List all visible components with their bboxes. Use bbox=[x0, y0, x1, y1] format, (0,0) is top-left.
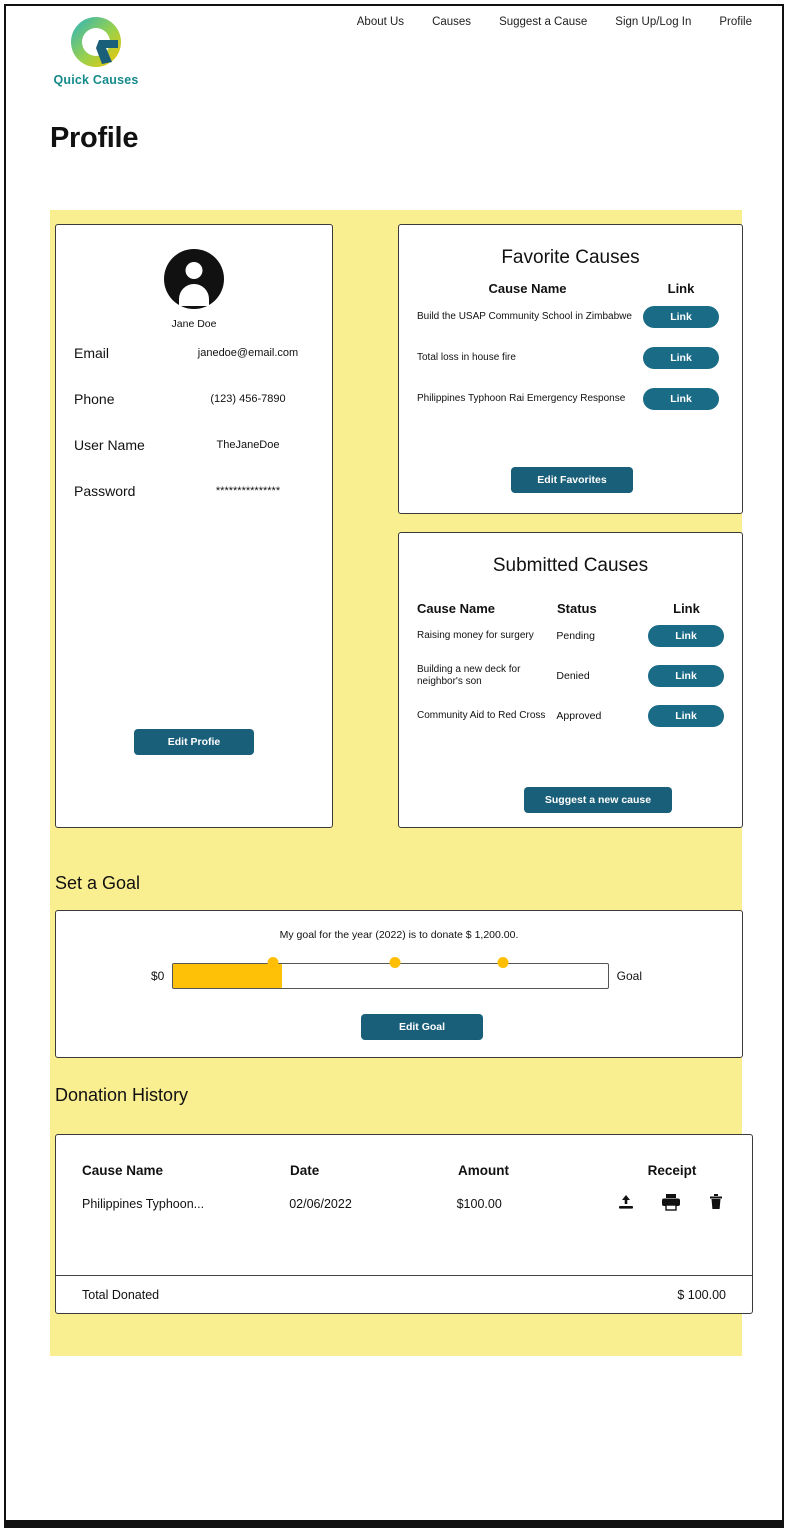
suggest-new-cause-button[interactable]: Suggest a new cause bbox=[524, 787, 672, 813]
slider-max-label: Goal bbox=[616, 969, 642, 983]
field-label: Phone bbox=[74, 391, 115, 407]
nav-item-about-us[interactable]: About Us bbox=[356, 16, 405, 28]
submitted-cause-name: Building a new deck for neighbor's son bbox=[417, 664, 521, 687]
favorite-causes-title: Favorite Causes bbox=[501, 247, 640, 268]
profile-field-email bbox=[56, 330, 332, 376]
donation-amount: $100.00 bbox=[456, 1196, 502, 1211]
download-icon[interactable] bbox=[616, 1192, 636, 1215]
brand-name: Quick Causes bbox=[53, 73, 139, 87]
favorite-row bbox=[417, 337, 724, 378]
favorite-row bbox=[417, 296, 724, 337]
submitted-status: Denied bbox=[556, 670, 590, 682]
column-header-link: Link bbox=[673, 601, 700, 616]
submitted-causes-title: Submitted Causes bbox=[492, 555, 649, 576]
goal-text: My goal for the year (2022) is to donate $ 1,200.00. bbox=[279, 929, 519, 941]
goal-card bbox=[55, 910, 743, 1058]
submitted-causes-header bbox=[417, 601, 724, 616]
column-header-receipt: Receipt bbox=[647, 1163, 697, 1178]
field-label: Password bbox=[74, 483, 136, 499]
submitted-status: Approved bbox=[556, 710, 602, 722]
submitted-status: Pending bbox=[556, 630, 595, 642]
field-label: User Name bbox=[74, 437, 145, 453]
profile-card bbox=[55, 224, 333, 828]
favorite-link-button[interactable]: Link bbox=[643, 388, 719, 410]
field-value: janedoe@email.com bbox=[197, 347, 299, 359]
submitted-link-button[interactable]: Link bbox=[648, 625, 724, 647]
submitted-cause-name: Community Aid to Red Cross bbox=[417, 710, 546, 721]
edit-goal-button[interactable]: Edit Goal bbox=[361, 1014, 483, 1040]
favorite-cause-name: Total loss in house fire bbox=[417, 352, 516, 363]
field-label: Email bbox=[74, 345, 110, 361]
column-header-status: Status bbox=[557, 601, 597, 616]
goal-slider-knob[interactable] bbox=[498, 957, 509, 968]
field-value: TheJaneDoe bbox=[216, 439, 280, 451]
main-nav bbox=[357, 16, 752, 28]
field-value: (123) 456-7890 bbox=[210, 393, 286, 405]
page-frame bbox=[4, 4, 784, 1528]
total-donated-value: $ 100.00 bbox=[677, 1287, 726, 1302]
page-title: Profile bbox=[50, 122, 139, 154]
submitted-cause-name: Raising money for surgery bbox=[417, 630, 534, 641]
submitted-causes-card bbox=[398, 532, 743, 828]
column-header-amount: Amount bbox=[458, 1163, 509, 1178]
submitted-row bbox=[417, 656, 724, 696]
donation-total-row bbox=[56, 1275, 752, 1313]
edit-profile-button[interactable]: Edit Profie bbox=[134, 729, 254, 755]
goal-slider[interactable] bbox=[172, 963, 608, 989]
goal-slider-row bbox=[56, 963, 742, 989]
submitted-row bbox=[417, 616, 724, 656]
nav-item-suggest-a-cause[interactable]: Suggest a Cause bbox=[499, 16, 588, 28]
bottom-bar bbox=[6, 1520, 782, 1526]
content-area bbox=[50, 210, 742, 1356]
donation-history-heading: Donation History bbox=[55, 1085, 189, 1105]
logo[interactable] bbox=[46, 14, 146, 87]
nav-item-sign-up-log-in[interactable]: Sign Up/Log In bbox=[615, 16, 692, 28]
favorite-link-button[interactable]: Link bbox=[643, 306, 719, 328]
favorite-causes-header bbox=[417, 281, 724, 296]
favorite-cause-name: Philippines Typhoon Rai Emergency Response bbox=[417, 393, 626, 404]
nav-item-causes[interactable]: Causes bbox=[432, 16, 472, 28]
edit-favorites-button[interactable]: Edit Favorites bbox=[511, 467, 633, 493]
field-value: *************** bbox=[215, 485, 281, 497]
nav-item-profile[interactable]: Profile bbox=[719, 16, 752, 28]
column-header-cause-name: Cause Name bbox=[417, 601, 496, 616]
profile-field-password bbox=[56, 468, 332, 514]
profile-field-username bbox=[56, 422, 332, 468]
profile-field-phone bbox=[56, 376, 332, 422]
print-icon[interactable] bbox=[660, 1192, 682, 1215]
donation-history-card bbox=[55, 1134, 753, 1314]
favorite-cause-name: Build the USAP Community School in Zimbabwe bbox=[417, 311, 632, 322]
goal-slider-knob[interactable] bbox=[389, 957, 400, 968]
slider-min-label: $0 bbox=[151, 969, 165, 983]
profile-name: Jane Doe bbox=[171, 318, 217, 330]
favorite-causes-card bbox=[398, 224, 743, 514]
donation-date: 02/06/2022 bbox=[289, 1196, 352, 1211]
column-header-date: Date bbox=[290, 1163, 320, 1178]
donation-history-header bbox=[56, 1163, 752, 1178]
column-header-cause-name: Cause Name bbox=[488, 281, 567, 296]
goal-slider-knob[interactable] bbox=[268, 957, 279, 968]
trash-icon[interactable] bbox=[706, 1192, 726, 1215]
quick-causes-logo-icon bbox=[68, 14, 124, 70]
total-donated-label: Total Donated bbox=[82, 1287, 160, 1302]
submitted-link-button[interactable]: Link bbox=[648, 705, 724, 727]
submitted-link-button[interactable]: Link bbox=[648, 665, 724, 687]
set-a-goal-heading: Set a Goal bbox=[55, 873, 141, 893]
favorite-link-button[interactable]: Link bbox=[643, 347, 719, 369]
column-header-cause-name: Cause Name bbox=[82, 1163, 164, 1178]
donation-cause-name: Philippines Typhoon... bbox=[82, 1196, 205, 1211]
favorite-row bbox=[417, 378, 724, 419]
goal-slider-fill bbox=[173, 964, 282, 988]
table-row bbox=[56, 1192, 752, 1215]
submitted-row bbox=[417, 696, 724, 736]
top-bar bbox=[6, 6, 782, 102]
avatar bbox=[164, 249, 224, 309]
column-header-link: Link bbox=[667, 281, 695, 296]
